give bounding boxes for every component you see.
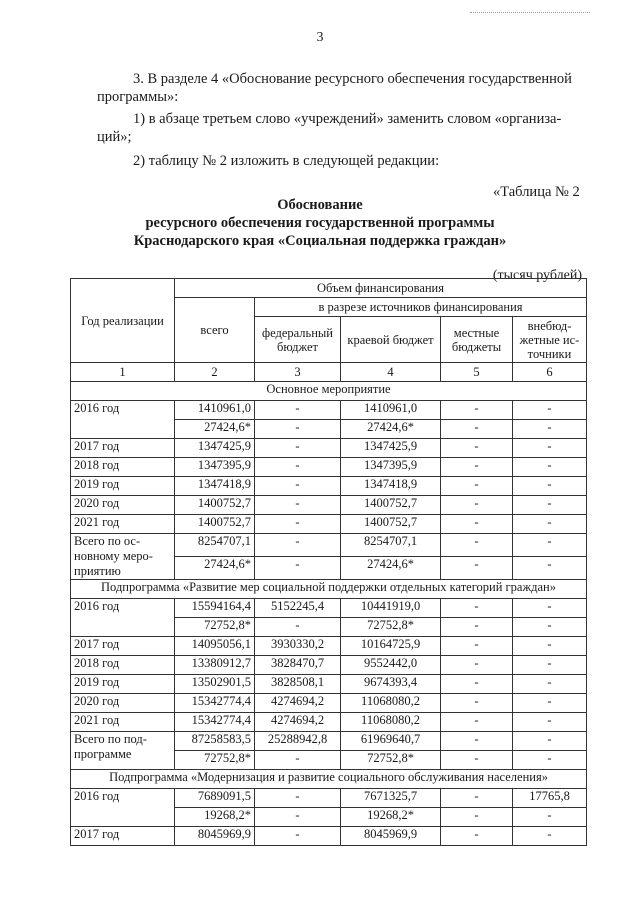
year-cell: 2021 год [71,713,175,732]
extra-cell: - [513,808,587,827]
table-row [71,515,587,534]
year-cell: 2016 год [71,789,175,827]
year-cell: 2020 год [71,694,175,713]
paragraph-3: 2) таблицу № 2 изложить в следующей редакции: [133,153,440,169]
local-cell: - [441,656,513,675]
total-cell: 8045969,9 [175,827,255,846]
extra-cell: - [513,557,587,580]
total-cell: 1400752,7 [175,496,255,515]
top-scan-rule [470,12,590,13]
year-cell: 2020 год [71,496,175,515]
local-cell: - [441,557,513,580]
table-row [71,694,587,713]
title-line-2: ресурсного обеспечения государственной программы [145,215,495,231]
table-row [71,439,587,458]
year-cell: Всего по под-программе [71,732,175,770]
extra-cell: - [513,420,587,439]
extra-cell: - [513,496,587,515]
regional-cell: 8254707,1 [341,534,441,557]
year-cell: 2018 год [71,458,175,477]
header-year: Год реализации [71,279,175,363]
regional-cell: 1347395,9 [341,458,441,477]
table-row [71,477,587,496]
col-number: 3 [255,363,341,382]
header-extra: внебюд-жетные ис-точники [513,317,587,363]
federal-cell: 4274694,2 [255,713,341,732]
year-cell: 2017 год [71,439,175,458]
federal-cell: - [255,439,341,458]
header-by-source: в разрезе источников финансирования [255,298,587,317]
total-cell: 1410961,0 [175,401,255,420]
extra-cell: - [513,439,587,458]
section-title: Подпрограмма «Модернизация и развитие социального обслуживания населения» [71,770,587,789]
extra-cell: - [513,675,587,694]
table-row [71,534,587,557]
total-cell: 27424,6* [175,420,255,439]
local-cell: - [441,751,513,770]
regional-cell: 72752,8* [341,618,441,637]
local-cell: - [441,808,513,827]
extra-cell: - [513,637,587,656]
total-cell: 14095056,1 [175,637,255,656]
regional-cell: 7671325,7 [341,789,441,808]
federal-cell: 3828470,7 [255,656,341,675]
year-cell: 2016 год [71,599,175,637]
total-cell: 19268,2* [175,808,255,827]
section-header-row [71,770,587,789]
local-cell: - [441,401,513,420]
year-cell: 2018 год [71,656,175,675]
local-cell: - [441,439,513,458]
total-cell: 13380912,7 [175,656,255,675]
extra-cell: - [513,401,587,420]
local-cell: - [441,675,513,694]
regional-cell: 1347418,9 [341,477,441,496]
total-cell: 13502901,5 [175,675,255,694]
federal-cell: 5152245,4 [255,599,341,618]
col-number: 5 [441,363,513,382]
local-cell: - [441,694,513,713]
year-cell: 2021 год [71,515,175,534]
col-number: 6 [513,363,587,382]
federal-cell: - [255,458,341,477]
table-row [71,401,587,420]
local-cell: - [441,637,513,656]
table-row [71,732,587,751]
year-cell: 2019 год [71,675,175,694]
local-cell: - [441,420,513,439]
col-number: 1 [71,363,175,382]
federal-cell: - [255,515,341,534]
regional-cell: 11068080,2 [341,713,441,732]
units-label: (тысяч рублей) [492,268,582,283]
total-cell: 1347425,9 [175,439,255,458]
federal-cell: - [255,420,341,439]
financing-table [70,278,587,846]
local-cell: - [441,713,513,732]
section-header-row [71,580,587,599]
year-cell: 2017 год [71,827,175,846]
federal-cell: 3828508,1 [255,675,341,694]
header-federal: федеральный бюджет [255,317,341,363]
regional-cell: 1400752,7 [341,496,441,515]
year-cell: 2017 год [71,637,175,656]
extra-cell: - [513,477,587,496]
total-cell: 72752,8* [175,751,255,770]
total-cell: 8254707,1 [175,534,255,557]
federal-cell: - [255,534,341,557]
table-row [71,713,587,732]
extra-cell: - [513,827,587,846]
federal-cell: - [255,618,341,637]
extra-cell: - [513,751,587,770]
title-line-3: Краснодарского края «Социальная поддержка граждан» [133,233,507,249]
table-row [71,656,587,675]
header-volume: Объем финансирования [175,279,587,298]
total-cell: 87258583,5 [175,732,255,751]
page-number: 3 [316,30,324,45]
federal-cell: - [255,557,341,580]
regional-cell: 11068080,2 [341,694,441,713]
local-cell: - [441,732,513,751]
local-cell: - [441,458,513,477]
paragraph-1: 3. В разделе 4 «Обоснование ресурсного обеспечения государственной [133,71,572,87]
col-number: 4 [341,363,441,382]
total-cell: 72752,8* [175,618,255,637]
title-line-1: Обоснование [277,197,363,213]
extra-cell: - [513,618,587,637]
regional-cell: 10164725,9 [341,637,441,656]
regional-cell: 10441919,0 [341,599,441,618]
federal-cell: - [255,827,341,846]
federal-cell: 3930330,2 [255,637,341,656]
regional-cell: 1400752,7 [341,515,441,534]
extra-cell: - [513,694,587,713]
year-cell: Всего по ос-новному меро-приятию [71,534,175,580]
extra-cell: - [513,534,587,557]
paragraph-1-cont: программы»: [97,89,179,105]
header-total: всего [175,298,255,363]
table-row [71,458,587,477]
table-label: «Таблица № 2 [493,184,580,200]
local-cell: - [441,534,513,557]
total-cell: 27424,6* [175,557,255,580]
federal-cell: - [255,401,341,420]
federal-cell: - [255,789,341,808]
total-cell: 1347395,9 [175,458,255,477]
regional-cell: 1410961,0 [341,401,441,420]
regional-cell: 19268,2* [341,808,441,827]
regional-cell: 61969640,7 [341,732,441,751]
extra-cell: - [513,732,587,751]
extra-cell: 17765,8 [513,789,587,808]
local-cell: - [441,827,513,846]
table-row [71,599,587,618]
year-cell: 2016 год [71,401,175,439]
section-title: Основное мероприятие [71,382,587,401]
federal-cell: 4274694,2 [255,694,341,713]
regional-cell: 27424,6* [341,420,441,439]
local-cell: - [441,599,513,618]
total-cell: 15342774,4 [175,694,255,713]
year-cell: 2019 год [71,477,175,496]
header-regional: краевой бюджет [341,317,441,363]
paragraph-2-cont: ций»; [97,129,132,145]
extra-cell: - [513,458,587,477]
extra-cell: - [513,599,587,618]
local-cell: - [441,789,513,808]
federal-cell: - [255,496,341,515]
table-row [71,675,587,694]
regional-cell: 72752,8* [341,751,441,770]
regional-cell: 9552442,0 [341,656,441,675]
total-cell: 1400752,7 [175,515,255,534]
regional-cell: 9674393,4 [341,675,441,694]
federal-cell: - [255,751,341,770]
local-cell: - [441,618,513,637]
regional-cell: 27424,6* [341,557,441,580]
total-cell: 15342774,4 [175,713,255,732]
col-number: 2 [175,363,255,382]
regional-cell: 1347425,9 [341,439,441,458]
table-row [71,496,587,515]
federal-cell: - [255,477,341,496]
local-cell: - [441,515,513,534]
federal-cell: - [255,808,341,827]
regional-cell: 8045969,9 [341,827,441,846]
local-cell: - [441,496,513,515]
extra-cell: - [513,656,587,675]
table-row [71,827,587,846]
extra-cell: - [513,713,587,732]
table-row [71,637,587,656]
table-row [71,789,587,808]
total-cell: 7689091,5 [175,789,255,808]
total-cell: 15594164,4 [175,599,255,618]
paragraph-2: 1) в абзаце третьем слово «учреждений» заменить словом «организа- [133,111,562,127]
table-body [71,382,587,846]
section-header-row [71,382,587,401]
extra-cell: - [513,515,587,534]
total-cell: 1347418,9 [175,477,255,496]
local-cell: - [441,477,513,496]
section-title: Подпрограмма «Развитие мер социальной поддержки отдельных категорий граждан» [71,580,587,599]
header-local: местные бюджеты [441,317,513,363]
federal-cell: 25288942,8 [255,732,341,751]
